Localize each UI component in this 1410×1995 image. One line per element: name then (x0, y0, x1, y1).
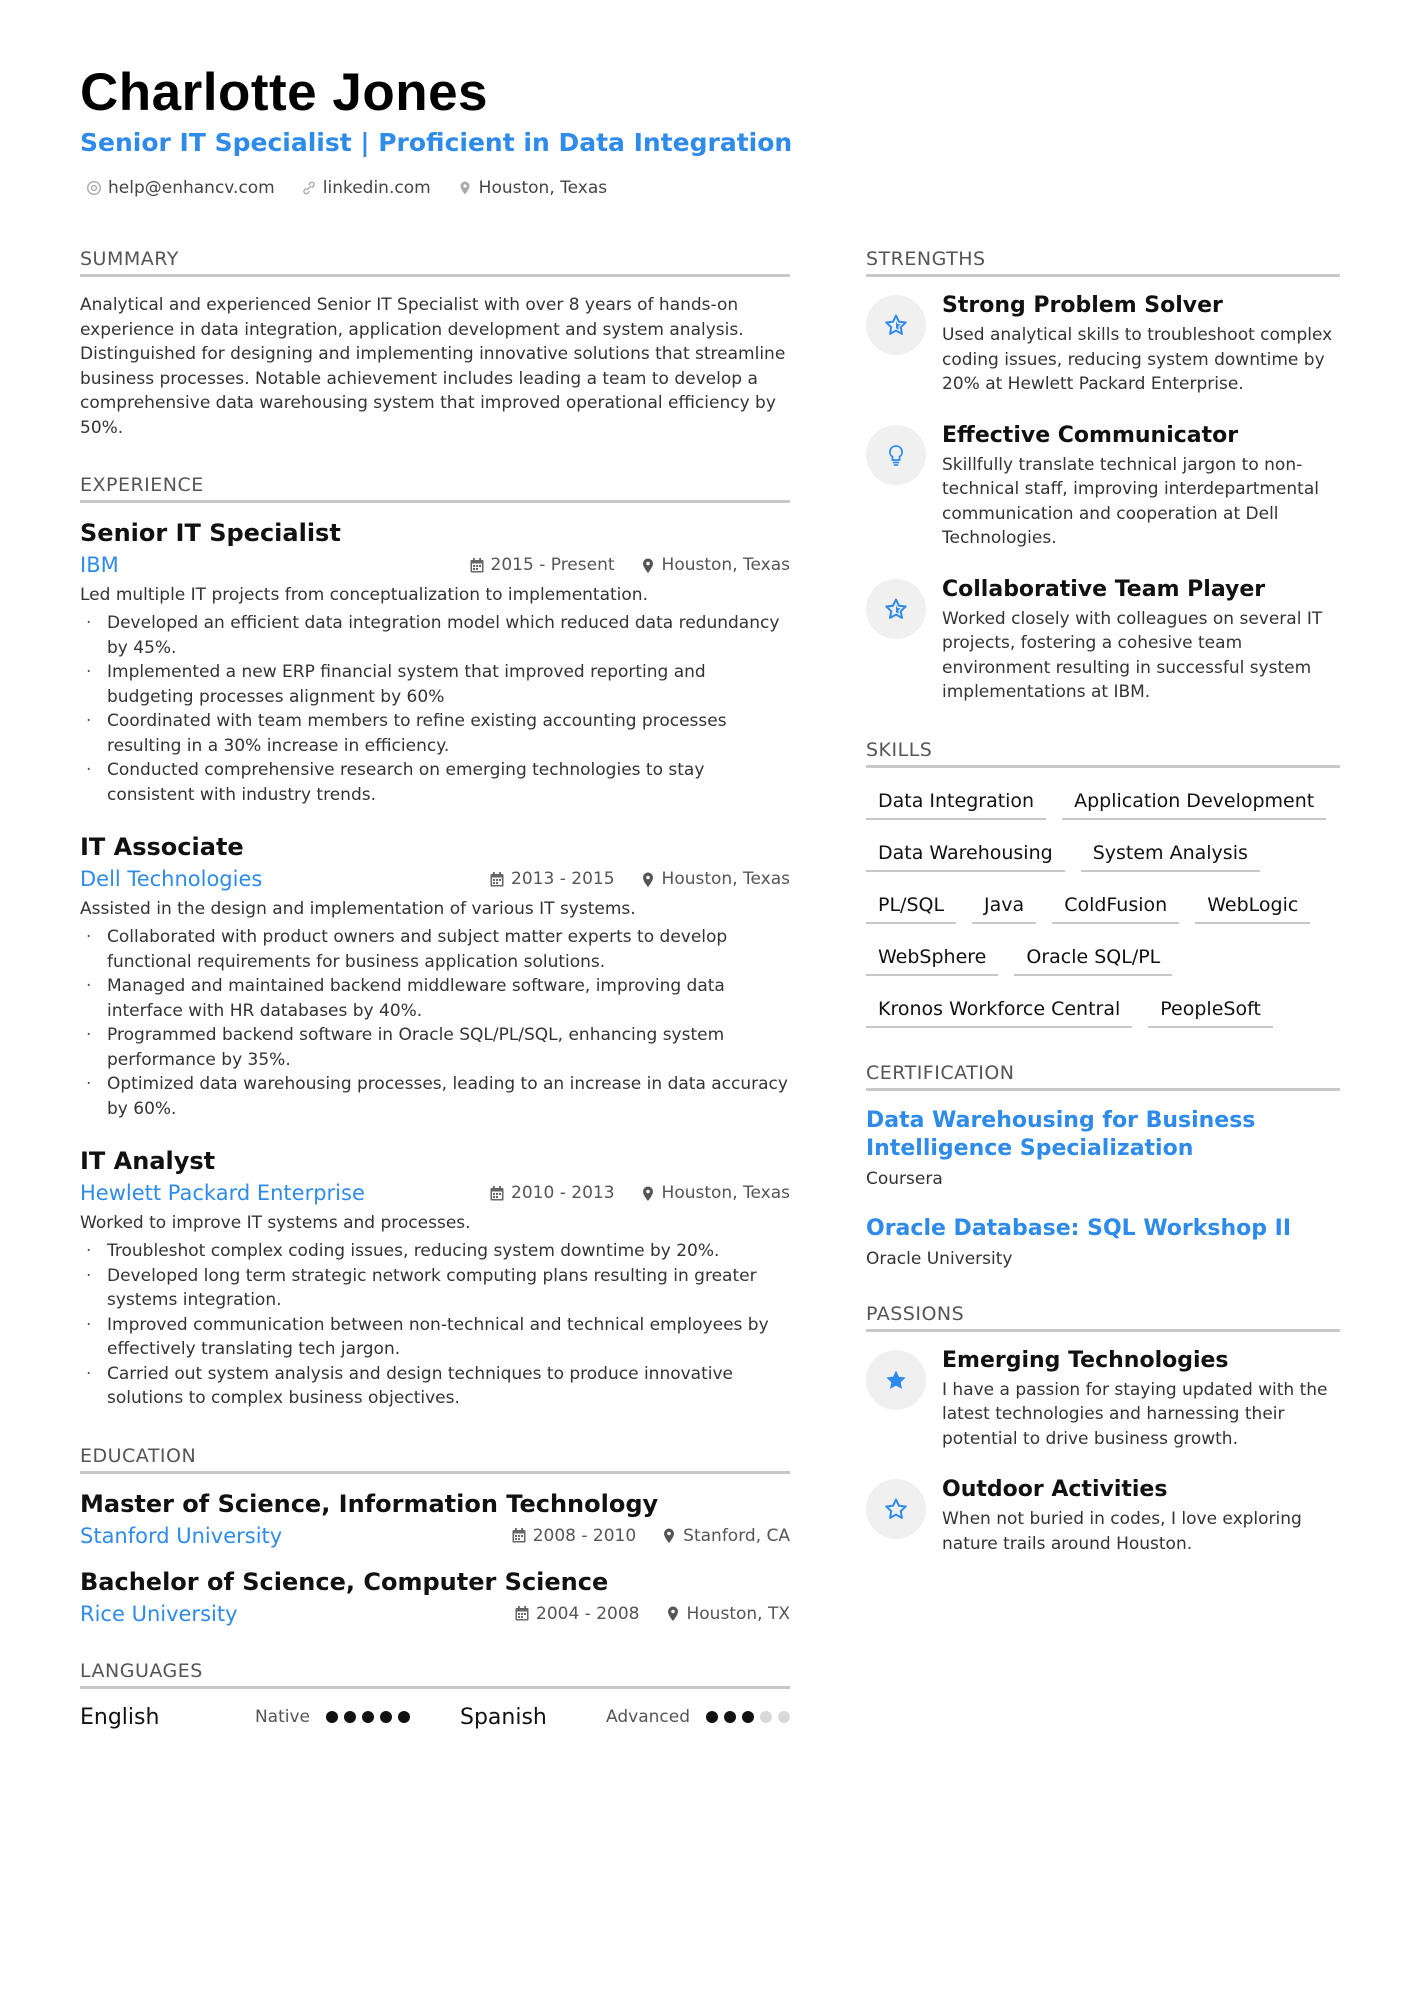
section-title: EXPERIENCE (80, 474, 790, 503)
star-outline-icon (884, 313, 908, 337)
education-dates: 2004 - 2008 (536, 1603, 640, 1624)
bullet-item: · Optimized data warehousing processes, leading to an increase in data accuracy by 60%. (80, 1072, 790, 1121)
strength-description: Skillfully translate technical jargon to non-technical staff, improving interdepartmental communication and cooperation at Dell Technologies. (942, 454, 1319, 548)
language-item (80, 1705, 410, 1730)
skill-tag: Kronos Workforce Central (866, 992, 1132, 1028)
strength-item (866, 577, 1340, 705)
skill-tag: ColdFusion (1052, 888, 1179, 924)
summary-text: Analytical and experienced Senior IT Specialist with over 8 years of hands-on experience in data integration, application development and system analysis. Distinguished for designing and implementing innovative solutions that streamline business processes. Notable achievement includes leading a team to develop a comprehensive data warehousing system that improved operational efficiency by 50%. (80, 295, 786, 438)
job-location: Houston, Texas (661, 1183, 790, 1203)
calendar-icon (490, 872, 504, 887)
job-title: IT Associate (80, 833, 244, 861)
bullet-item: · Improved communication between non-technical and technical employees by effectively translating tech jargon. (80, 1313, 790, 1362)
passion-title: Emerging Technologies (942, 1347, 1229, 1373)
certification-title: Oracle Database: SQL Workshop II (866, 1215, 1292, 1241)
bullet-item: · Programmed backend software in Oracle SQL/PL/SQL, enhancing system performance by 35%. (80, 1023, 790, 1072)
passion-title: Outdoor Activities (942, 1477, 1168, 1502)
section-title: PASSIONS (866, 1303, 1340, 1332)
degree: Master of Science, Information Technology (80, 1489, 659, 1518)
job-dates: 2015 - Present (490, 555, 615, 575)
calendar-icon (470, 558, 484, 573)
company-name: Dell Technologies (80, 867, 263, 891)
language-level: Native (254, 1707, 310, 1727)
job-description: Led multiple IT projects from conceptualization to implementation. (80, 585, 648, 605)
job-bullets (80, 611, 790, 807)
company-name: IBM (80, 553, 119, 577)
certification-item (866, 1107, 1340, 1189)
skill-tag: WebSphere (866, 940, 998, 976)
section-title: SUMMARY (80, 248, 790, 277)
map-pin-icon (641, 558, 655, 573)
bullet-item: · Developed long term strategic network computing plans resulting in greater systems integration. (80, 1264, 790, 1313)
job-dates: 2013 - 2015 (511, 869, 615, 889)
job-description: Worked to improve IT systems and processes. (80, 1213, 471, 1233)
section-title: LANGUAGES (80, 1660, 790, 1689)
education-entry (80, 1490, 790, 1548)
contact-email[interactable] (86, 178, 275, 198)
passion-description: I have a passion for staying updated with the latest technologies and harnessing their potential to drive business growth. (942, 1379, 1328, 1449)
job-entry (80, 833, 790, 1121)
candidate-headline: Senior IT Specialist | Proficient in Data Integration (80, 128, 793, 157)
job-title: IT Analyst (80, 1147, 216, 1175)
calendar-icon (490, 1186, 504, 1201)
proficiency-dot-filled (724, 1711, 736, 1723)
job-entry (80, 1147, 790, 1411)
school-name: Rice University (80, 1601, 238, 1626)
job-bullets (80, 1239, 790, 1411)
job-location: Houston, Texas (661, 869, 790, 889)
link-icon (301, 180, 317, 196)
skill-tag: PeopleSoft (1148, 992, 1273, 1028)
proficiency-dot-empty (760, 1711, 772, 1723)
skill-tag: System Analysis (1081, 836, 1260, 872)
language-name: English (80, 1704, 160, 1730)
star-outline-icon (884, 1497, 908, 1521)
education-dates: 2008 - 2010 (532, 1525, 637, 1546)
language-name: Spanish (460, 1704, 547, 1730)
bullet-item: · Troubleshot complex coding issues, reducing system downtime by 20%. (80, 1239, 790, 1264)
passions-section (866, 1303, 1340, 1557)
language-item (460, 1705, 790, 1730)
contact-location (457, 178, 607, 198)
right-column (866, 248, 1340, 1590)
certification-issuer: Oracle University (866, 1248, 1013, 1269)
bullet-item: · Coordinated with team members to refine existing accounting processes resulting in a 30% increase in efficiency. (80, 709, 790, 758)
job-title: Senior IT Specialist (80, 519, 341, 547)
section-title: STRENGTHS (866, 248, 1340, 277)
skill-tag: PL/SQL (866, 888, 956, 924)
map-pin-icon (641, 1186, 655, 1201)
bullet-item: · Carried out system analysis and design techniques to produce innovative solutions to complex business objectives. (80, 1362, 790, 1411)
bullet-item: · Managed and maintained backend middleware software, improving data interface with HR databases by 40%. (80, 974, 790, 1023)
skill-tag: Java (972, 888, 1036, 924)
proficiency-dots (706, 1711, 790, 1723)
proficiency-dot-filled (344, 1711, 356, 1723)
language-level: Advanced (606, 1707, 690, 1727)
proficiency-dot-filled (380, 1711, 392, 1723)
summary-section (80, 248, 790, 440)
certification-issuer: Coursera (866, 1168, 943, 1189)
skill-tag: WebLogic (1195, 888, 1310, 924)
passion-item (866, 1477, 1340, 1556)
proficiency-dots (326, 1711, 410, 1723)
bullet-item: · Developed an efficient data integration model which reduced data redundancy by 45%. (80, 611, 790, 660)
section-title: CERTIFICATION (866, 1062, 1340, 1091)
contact-linkedin[interactable] (301, 178, 431, 198)
map-pin-icon (662, 1528, 676, 1543)
certification-item (866, 1215, 1340, 1269)
skill-tag: Data Warehousing (866, 836, 1065, 872)
candidate-name: Charlotte Jones (80, 63, 489, 122)
certification-section (866, 1062, 1340, 1269)
proficiency-dot-empty (778, 1711, 790, 1723)
school-name: Stanford University (80, 1523, 283, 1548)
section-title: SKILLS (866, 739, 1340, 768)
strengths-section (866, 248, 1340, 705)
skills-section (866, 739, 1340, 1028)
skill-tag: Oracle SQL/PL (1014, 940, 1172, 976)
job-description: Assisted in the design and implementation of various IT systems. (80, 899, 636, 919)
bullet-item: · Conducted comprehensive research on emerging technologies to stay consistent with industry trends. (80, 758, 790, 807)
email-text: help@enhancv.com (108, 178, 275, 198)
strength-title: Strong Problem Solver (942, 293, 1223, 318)
strength-description: Worked closely with colleagues on several IT projects, fostering a cohesive team environment resulting in successful system implementations at IBM. (942, 608, 1323, 702)
skills-list (866, 784, 1340, 1028)
languages-section (80, 1660, 790, 1730)
proficiency-dot-filled (362, 1711, 374, 1723)
experience-section (80, 474, 790, 1411)
education-location: Stanford, CA (683, 1525, 790, 1546)
proficiency-dot-filled (326, 1711, 338, 1723)
passion-description: When not buried in codes, I love exploring nature trails around Houston. (942, 1509, 1302, 1554)
lightbulb-icon (884, 443, 908, 467)
bullet-item: · Collaborated with product owners and subject matter experts to develop functional requirements for business application solutions. (80, 925, 790, 974)
company-name: Hewlett Packard Enterprise (80, 1181, 365, 1205)
map-pin-icon (457, 180, 473, 196)
location-text: Houston, Texas (478, 178, 608, 198)
education-entry (80, 1568, 790, 1626)
section-title: EDUCATION (80, 1445, 790, 1474)
contact-bar (86, 178, 607, 198)
strength-description: Used analytical skills to troubleshoot complex coding issues, reducing system downtime by 20% at Hewlett Packard Enterprise. (942, 325, 1333, 394)
education-location: Houston, TX (686, 1603, 790, 1624)
proficiency-dot-filled (706, 1711, 718, 1723)
proficiency-dot-filled (742, 1711, 754, 1723)
skill-tag: Data Integration (866, 784, 1046, 820)
strength-title: Effective Communicator (942, 422, 1239, 448)
job-bullets (80, 925, 790, 1121)
strength-item (866, 423, 1340, 551)
certification-title: Data Warehousing for Business Intelligence Specialization (866, 1107, 1256, 1161)
linkedin-text: linkedin.com (322, 178, 431, 198)
star-filled-icon (884, 1368, 908, 1392)
degree: Bachelor of Science, Computer Science (80, 1567, 609, 1596)
skill-tag: Application Development (1062, 784, 1326, 820)
at-icon (86, 180, 102, 196)
proficiency-dot-filled (398, 1711, 410, 1723)
education-section (80, 1445, 790, 1626)
map-pin-icon (666, 1606, 680, 1621)
job-entry (80, 519, 790, 807)
left-column (80, 248, 790, 1764)
job-dates: 2010 - 2013 (511, 1183, 615, 1203)
job-location: Houston, Texas (661, 555, 790, 575)
map-pin-icon (641, 872, 655, 887)
calendar-icon (512, 1528, 526, 1543)
strength-title: Collaborative Team Player (942, 576, 1266, 602)
bullet-item: · Implemented a new ERP financial system that improved reporting and budgeting processes alignment by 60% (80, 660, 790, 709)
calendar-icon (515, 1606, 529, 1621)
star-outline-icon (884, 597, 908, 621)
strength-item (866, 293, 1340, 397)
passion-item (866, 1348, 1340, 1452)
